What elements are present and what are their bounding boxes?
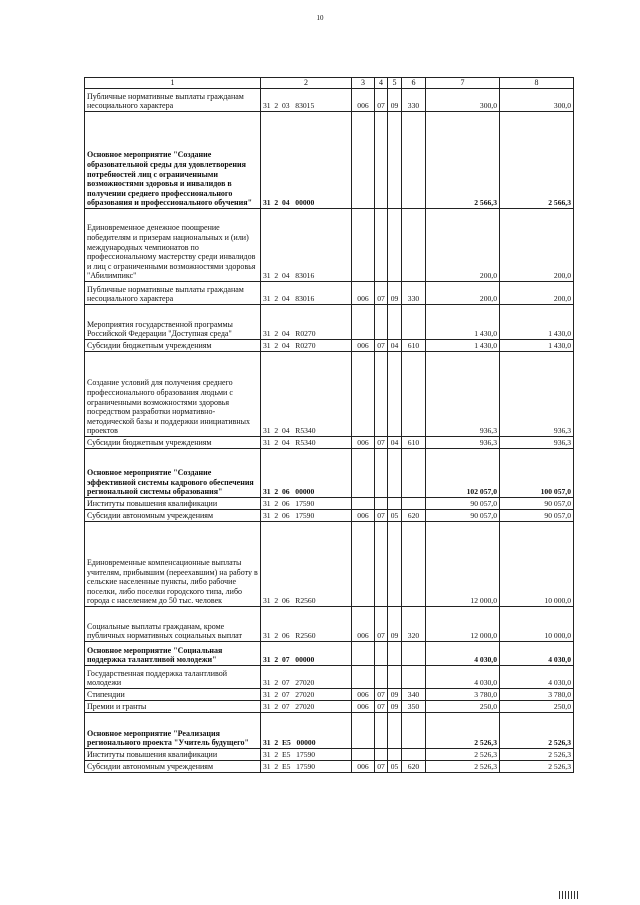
row-amount-1: 4 030,0: [426, 642, 500, 666]
row-code: 31 2 04 83016: [261, 282, 352, 305]
row-expense-type: 610: [402, 340, 426, 352]
header-cell: 6: [402, 78, 426, 89]
table-row: [85, 607, 574, 642]
row-amount-1: 200,0: [426, 209, 500, 282]
row-section: 07: [375, 701, 388, 713]
row-code: 31 2 07 27020: [261, 666, 352, 689]
row-amount-1: 2 526,3: [426, 713, 500, 749]
row-section: [375, 112, 388, 209]
row-expense-type: [402, 498, 426, 510]
row-amount-1: 936,3: [426, 437, 500, 449]
table-row: [85, 112, 574, 209]
row-amount-2: 936,3: [500, 352, 574, 437]
row-expense-type: 320: [402, 607, 426, 642]
table-row: [85, 701, 574, 713]
row-amount-2: 1 430,0: [500, 340, 574, 352]
row-expense-type: 610: [402, 437, 426, 449]
table-row: [85, 749, 574, 761]
row-code: 31 2 04 83016: [261, 209, 352, 282]
row-amount-2: 1 430,0: [500, 305, 574, 340]
header-cell: 3: [352, 78, 375, 89]
row-ministry: [352, 112, 375, 209]
row-amount-2: 200,0: [500, 209, 574, 282]
barcode-mark: [559, 891, 579, 899]
table-row: [85, 666, 574, 689]
row-expense-type: [402, 449, 426, 498]
row-amount-1: 250,0: [426, 701, 500, 713]
row-amount-1: 2 526,3: [426, 761, 500, 773]
row-name: Субсидии бюджетным учреждениям: [85, 437, 261, 449]
row-amount-2: 10 000,0: [500, 522, 574, 607]
row-subsection: [388, 112, 402, 209]
row-name: Единовременное денежное поощрение победителям и призерам национальных и (или) международных чемпионатов по профессиональному мастерству среди инвалидов и лиц с ограниченными возможностями здоровья "Абилимпикс": [85, 209, 261, 282]
row-expense-type: 620: [402, 510, 426, 522]
row-name: Мероприятия государственной программы Российской Федерации "Доступная среда": [85, 305, 261, 340]
row-expense-type: 340: [402, 689, 426, 701]
row-name: Основное мероприятие "Социальная поддержка талантливой молодежи": [85, 642, 261, 666]
row-name: Социальные выплаты гражданам, кроме публичных нормативных социальных выплат: [85, 607, 261, 642]
row-expense-type: [402, 666, 426, 689]
row-subsection: [388, 352, 402, 437]
row-amount-2: 4 030,0: [500, 642, 574, 666]
table-row: [85, 437, 574, 449]
row-code: 31 2 04 R0270: [261, 305, 352, 340]
row-amount-1: 2 566,3: [426, 112, 500, 209]
table-row: [85, 449, 574, 498]
row-name: Институты повышения квалификации: [85, 498, 261, 510]
row-ministry: 006: [352, 510, 375, 522]
row-section: 07: [375, 437, 388, 449]
row-ministry: [352, 522, 375, 607]
row-section: 07: [375, 282, 388, 305]
row-amount-2: 10 000,0: [500, 607, 574, 642]
row-section: 07: [375, 761, 388, 773]
row-name: Премии и гранты: [85, 701, 261, 713]
header-cell: 4: [375, 78, 388, 89]
row-ministry: 006: [352, 89, 375, 112]
row-name: Публичные нормативные выплаты гражданам несоциального характера: [85, 282, 261, 305]
row-subsection: [388, 642, 402, 666]
table-row: [85, 761, 574, 773]
row-amount-2: 250,0: [500, 701, 574, 713]
row-subsection: [388, 498, 402, 510]
row-section: [375, 749, 388, 761]
row-name: Государственная поддержка талантливой молодежи: [85, 666, 261, 689]
row-ministry: 006: [352, 282, 375, 305]
row-amount-1: 1 430,0: [426, 340, 500, 352]
row-code: 31 2 03 83015: [261, 89, 352, 112]
row-ministry: [352, 642, 375, 666]
row-amount-1: 300,0: [426, 89, 500, 112]
row-amount-1: 90 057,0: [426, 510, 500, 522]
row-subsection: 04: [388, 437, 402, 449]
row-amount-2: 300,0: [500, 89, 574, 112]
row-name: Публичные нормативные выплаты гражданам несоциального характера: [85, 89, 261, 112]
row-ministry: [352, 713, 375, 749]
row-subsection: [388, 713, 402, 749]
row-expense-type: [402, 305, 426, 340]
row-section: [375, 642, 388, 666]
row-code: 31 2 07 27020: [261, 701, 352, 713]
row-expense-type: [402, 749, 426, 761]
row-section: [375, 666, 388, 689]
row-expense-type: 350: [402, 701, 426, 713]
row-ministry: 006: [352, 701, 375, 713]
row-code: 31 2 07 27020: [261, 689, 352, 701]
table-row: [85, 282, 574, 305]
row-amount-2: 2 526,3: [500, 761, 574, 773]
table-row: [85, 89, 574, 112]
row-code: 31 2 06 R2560: [261, 522, 352, 607]
row-subsection: 09: [388, 607, 402, 642]
row-ministry: 006: [352, 607, 375, 642]
table-row: [85, 352, 574, 437]
row-ministry: [352, 666, 375, 689]
header-cell: 7: [426, 78, 500, 89]
row-amount-1: 936,3: [426, 352, 500, 437]
row-section: 07: [375, 607, 388, 642]
header-cell: 2: [261, 78, 352, 89]
table-row: [85, 522, 574, 607]
row-ministry: [352, 209, 375, 282]
row-section: 07: [375, 510, 388, 522]
row-ministry: 006: [352, 340, 375, 352]
row-ministry: [352, 352, 375, 437]
table-row: [85, 498, 574, 510]
row-code: 31 2 06 17590: [261, 498, 352, 510]
row-name: Институты повышения квалификации: [85, 749, 261, 761]
row-amount-1: 4 030,0: [426, 666, 500, 689]
row-amount-1: 3 780,0: [426, 689, 500, 701]
table-row: [85, 689, 574, 701]
row-name: Субсидии автономным учреждениям: [85, 510, 261, 522]
row-subsection: 09: [388, 89, 402, 112]
row-name: Единовременные компенсационные выплаты учителям, прибывшим (переехавшим) на работу в сельские населенные пункты, либо рабочие поселки, либо поселки городского типа, либо города с населением до 50 тыс. человек: [85, 522, 261, 607]
row-ministry: 006: [352, 761, 375, 773]
row-amount-2: 200,0: [500, 282, 574, 305]
row-code: 31 2 E5 17590: [261, 761, 352, 773]
row-code: 31 2 E5 17590: [261, 749, 352, 761]
row-expense-type: 330: [402, 282, 426, 305]
row-subsection: 05: [388, 510, 402, 522]
row-name: Стипендии: [85, 689, 261, 701]
row-code: 31 2 06 00000: [261, 449, 352, 498]
row-subsection: [388, 666, 402, 689]
row-amount-1: 12 000,0: [426, 607, 500, 642]
row-section: [375, 713, 388, 749]
row-amount-2: 2 526,3: [500, 713, 574, 749]
row-ministry: [352, 749, 375, 761]
row-ministry: [352, 498, 375, 510]
row-section: [375, 498, 388, 510]
row-name: Создание условий для получения среднего профессионального образования людьми с ограниченными возможностями здоровья посредством разработки нормативно-методической базы и поддержки инициативных проектов: [85, 352, 261, 437]
row-code: 31 2 04 R0270: [261, 340, 352, 352]
row-section: [375, 522, 388, 607]
row-amount-1: 102 057,0: [426, 449, 500, 498]
row-name: Субсидии бюджетным учреждениям: [85, 340, 261, 352]
row-expense-type: [402, 352, 426, 437]
row-subsection: 09: [388, 689, 402, 701]
row-expense-type: [402, 522, 426, 607]
row-subsection: 09: [388, 701, 402, 713]
table-row: [85, 713, 574, 749]
table-row: [85, 642, 574, 666]
row-amount-2: 936,3: [500, 437, 574, 449]
row-subsection: 09: [388, 282, 402, 305]
row-section: 07: [375, 689, 388, 701]
row-section: 07: [375, 89, 388, 112]
row-expense-type: 330: [402, 89, 426, 112]
row-expense-type: 620: [402, 761, 426, 773]
row-ministry: [352, 305, 375, 340]
row-section: [375, 209, 388, 282]
row-amount-1: 200,0: [426, 282, 500, 305]
row-code: 31 2 07 00000: [261, 642, 352, 666]
row-code: 31 2 E5 00000: [261, 713, 352, 749]
row-ministry: [352, 449, 375, 498]
row-ministry: 006: [352, 437, 375, 449]
row-amount-2: 90 057,0: [500, 498, 574, 510]
row-ministry: 006: [352, 689, 375, 701]
row-name: Субсидии автономным учреждениям: [85, 761, 261, 773]
row-subsection: [388, 749, 402, 761]
table-row: [85, 209, 574, 282]
row-amount-2: 2 526,3: [500, 749, 574, 761]
row-amount-2: 3 780,0: [500, 689, 574, 701]
row-amount-1: 12 000,0: [426, 522, 500, 607]
row-amount-2: 2 566,3: [500, 112, 574, 209]
row-amount-2: 90 057,0: [500, 510, 574, 522]
row-code: 31 2 04 R5340: [261, 352, 352, 437]
table-row: [85, 305, 574, 340]
row-code: 31 2 04 R5340: [261, 437, 352, 449]
row-subsection: [388, 449, 402, 498]
row-amount-1: 1 430,0: [426, 305, 500, 340]
row-amount-2: 100 057,0: [500, 449, 574, 498]
row-name: Основное мероприятие "Реализация регионального проекта "Учитель будущего": [85, 713, 261, 749]
row-code: 31 2 06 17590: [261, 510, 352, 522]
row-expense-type: [402, 642, 426, 666]
row-expense-type: [402, 209, 426, 282]
row-code: 31 2 04 00000: [261, 112, 352, 209]
row-section: [375, 305, 388, 340]
row-name: Основное мероприятие "Создание эффективной системы кадрового обеспечения региональной системы образования": [85, 449, 261, 498]
row-subsection: [388, 305, 402, 340]
row-expense-type: [402, 112, 426, 209]
row-code: 31 2 06 R2560: [261, 607, 352, 642]
page-number: 10: [316, 14, 324, 22]
row-subsection: [388, 209, 402, 282]
header-cell: 5: [388, 78, 402, 89]
table-row: [85, 340, 574, 352]
row-subsection: [388, 522, 402, 607]
row-subsection: 04: [388, 340, 402, 352]
row-expense-type: [402, 713, 426, 749]
row-amount-1: 90 057,0: [426, 498, 500, 510]
row-name: Основное мероприятие "Создание образовательной среды для удовлетворения потребностей лиц с ограниченными возможностями здоровья и инвалидов в получении среднего профессионального образования и профессионального обучения": [85, 112, 261, 209]
table-row: [85, 510, 574, 522]
table-header-row: [85, 78, 574, 89]
row-amount-2: 4 030,0: [500, 666, 574, 689]
header-cell: 1: [85, 78, 261, 89]
header-cell: 8: [500, 78, 574, 89]
row-section: 07: [375, 340, 388, 352]
budget-table: [84, 77, 574, 773]
row-subsection: 05: [388, 761, 402, 773]
row-amount-1: 2 526,3: [426, 749, 500, 761]
row-section: [375, 352, 388, 437]
row-section: [375, 449, 388, 498]
